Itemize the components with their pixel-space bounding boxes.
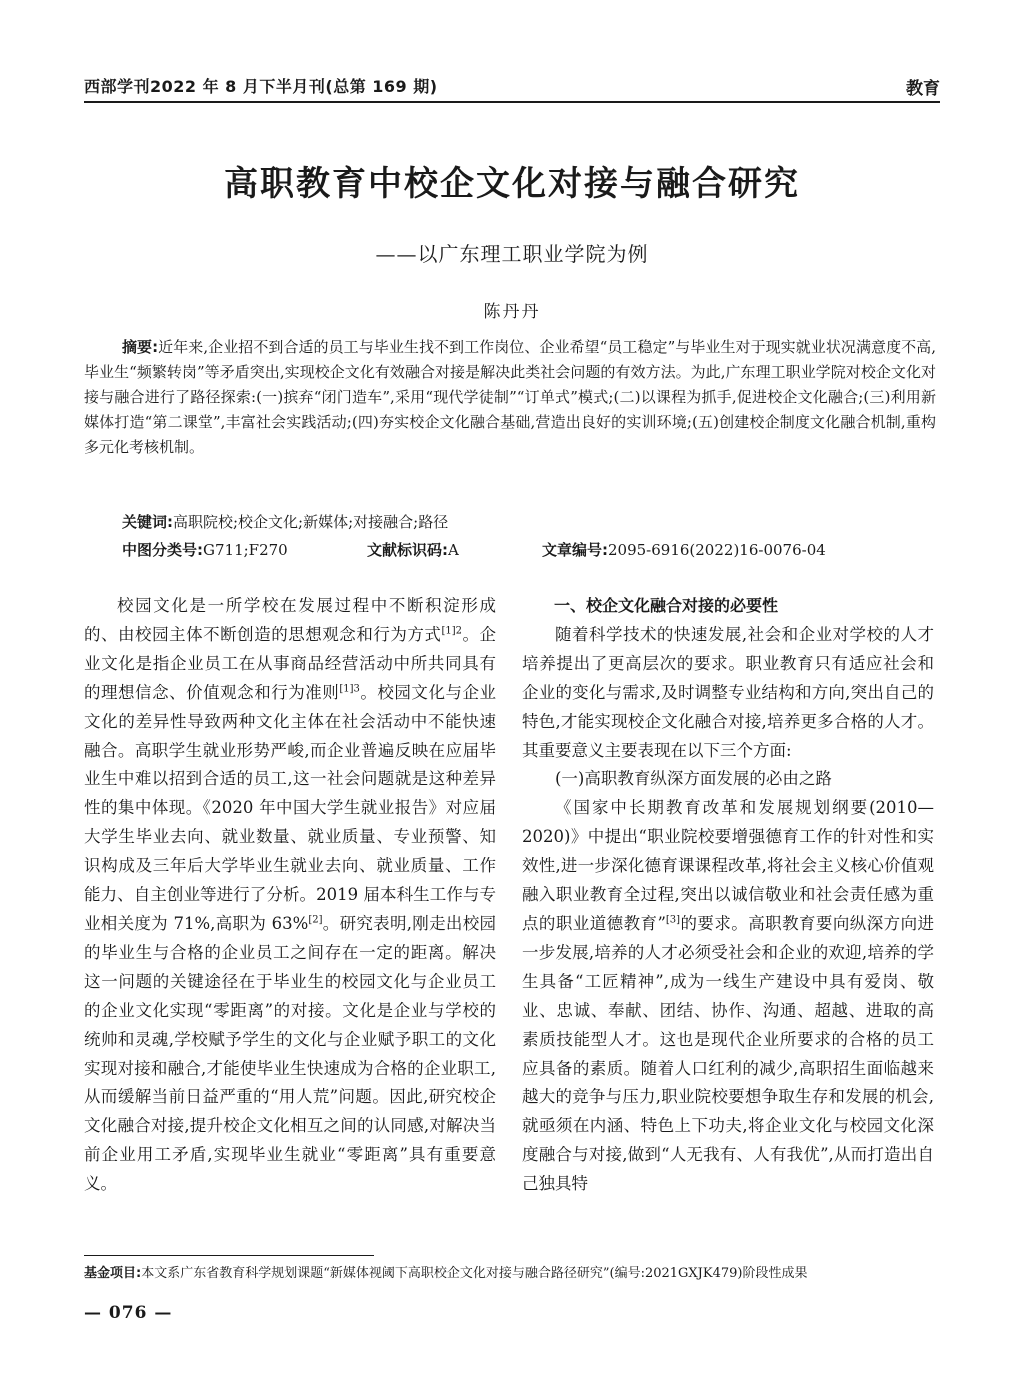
funding-note bbox=[84, 1264, 940, 1284]
article-title: 高职教育中校企文化对接与融合研究 bbox=[224, 164, 800, 204]
abstract-text: 近年来,企业招不到合适的员工与毕业生找不到工作岗位、企业希望“员工稳定”与毕业生对于现实就业状况满意度不高,毕业生“频繁转岗”等矛盾突出,实现校企文化有效融合对接是解决此类社会问题的有效方法。为此,广东理工职业学院对校企文化对接与融合进行了路径探索:(一)摈弃“闭门造车”,采用“现代学徒制”“订单式”模式;(二)以课程为抓手,促进校企文化融合;(三)利用新媒体打造“第二课堂”,丰富社会实践活动;(四)夯实校企文化融合基础,营造出良好的实训环境;(五)创建校企制度文化融合机制,重构多元化考核机制。 bbox=[84, 338, 937, 456]
keywords bbox=[122, 510, 936, 535]
header-rule bbox=[84, 101, 940, 103]
document-code bbox=[367, 538, 542, 563]
funding-text: 本文系广东省教育科学规划课题“新媒体视阈下高职校企文化对接与融合路径研究”(编号:2021GXJK479)阶段性成果 bbox=[141, 1266, 808, 1281]
funding-label: 基金项目: bbox=[84, 1266, 142, 1281]
journal-name: 西部学刊2022 年 8 月下半月刊(总第 169 期) bbox=[84, 77, 438, 96]
text-run: 的要求。高职教育要向纵深方向进一步发展,培养的人才必须受社会和企业的欢迎,培养的学生具备“工匠精神”,成为一线生产建设中具有爱岗、敬业、忠诚、奉献、团结、协作、沟通、超越、进取的高素质技能型人才。这也是现代企业所要求的合格的员工应具备的素质。随着人口红利的减少,高职招生面临越来越大的竞争与压力,职业院校要想争取生存和发展的机会,就亟须在内涵、特色上下功夫,将企业文化与校园文化深度融合与对接,做到“人无我有、人有我优”,从而打造出自己独具特 bbox=[522, 913, 935, 1194]
art-label: 文章编号: bbox=[542, 541, 608, 559]
article-subtitle: ——以广东理工职业学院为例 bbox=[375, 242, 649, 266]
text-run: 校园文化是一所学校在发展过程中不断积淀形成的、由校园主体不断创造的思想观念和行为方式 bbox=[84, 596, 496, 644]
citation-ref[interactable]: [1]2 bbox=[441, 625, 462, 637]
clc-label: 中图分类号: bbox=[122, 541, 203, 559]
section-heading: 一、校企文化融合对接的必要性 bbox=[554, 596, 779, 615]
keywords-text: 高职院校;校企文化;新媒体;对接融合;路径 bbox=[173, 513, 449, 531]
citation-ref[interactable]: [2] bbox=[308, 914, 323, 926]
art-value: 2095-6916(2022)16-0076-04 bbox=[608, 541, 826, 559]
body-column-left bbox=[84, 592, 496, 1199]
clc-number bbox=[122, 538, 367, 563]
text-run: 《国家中长期教育改革和发展规划纲要(2010—2020)》中提出“职业院校要增强德育工作的针对性和实效性,进一步深化德育课课程改革,将社会主义核心价值观融入职业教育全过程,突出以诚信敬业和社会责任感为重点的职业道德教育” bbox=[522, 798, 934, 933]
body-paragraph: 随着科学技术的快速发展,社会和企业对学校的人才培养提出了更高层次的要求。职业教育只有适应社会和企业的变化与需求,及时调整专业结构和方向,突出自己的特色,才能实现校企文化融合对接,培养更多合格的人才。其重要意义主要表现在以下三个方面: bbox=[522, 624, 934, 760]
classification-info bbox=[122, 538, 936, 563]
text-run: 。企业文化是指企业员工在从事商品经营活动中所共同具有的理想信念、价值观念和行为准则 bbox=[84, 624, 497, 702]
text-run: 。校园文化与企业文化的差异性导致两种文化主体在社会活动中不能快速融合。高职学生就业形势严峻,而企业普遍反映在应届毕业生中难以招到合适的员工,这一社会问题就是这种差异性的集中体现。《2020 年中国大学生就业报告》对应届大学生毕业去向、就业数量、就业质量、专业预警、知识构成及三年后大学毕业生就业去向、就业质量、工作能力、自主创业等进行了分析。2019 届本科生工作与专业相关度为 71%,高职为 63% bbox=[84, 682, 497, 933]
body-paragraph bbox=[522, 794, 934, 1199]
article-number bbox=[542, 538, 826, 563]
subsection-heading: (一)高职教育纵深方面发展的必由之路 bbox=[555, 769, 832, 789]
abstract bbox=[84, 335, 936, 460]
running-header bbox=[84, 70, 940, 98]
body-paragraph bbox=[84, 592, 496, 1199]
footnote-rule bbox=[84, 1255, 374, 1256]
author-name: 陈丹丹 bbox=[483, 302, 541, 322]
clc-value: G711;F270 bbox=[203, 541, 288, 559]
section-label: 教育 bbox=[906, 79, 940, 99]
abstract-label: 摘要: bbox=[122, 338, 159, 356]
doc-label: 文献标识码: bbox=[367, 541, 448, 559]
text-run: 。研究表明,刚走出校园的毕业生与合格的企业员工之间存在一定的距离。解决这一问题的关键途径在于毕业生的校园文化与企业员工的企业文化实现“零距离”的对接。文化是企业与学校的统帅和灵魂,学校赋予学生的文化与企业赋予职工的文化实现对接和融合,才能使毕业生快速成为合格的企业职工,从而缓解当前日益严重的“用人荒”问题。因此,研究校企文化融合对接,提升校企文化相互之间的认同感,对解决当前企业用工矛盾,实现毕业生就业“零距离”具有重要意义。 bbox=[84, 913, 496, 1194]
body-column-right bbox=[522, 592, 934, 1199]
doc-value: A bbox=[448, 541, 459, 559]
citation-ref[interactable]: [1]3 bbox=[339, 683, 360, 695]
page-number: — 076 — bbox=[84, 1303, 173, 1323]
keywords-label: 关键词: bbox=[122, 513, 173, 531]
citation-ref[interactable]: [3] bbox=[665, 914, 681, 926]
